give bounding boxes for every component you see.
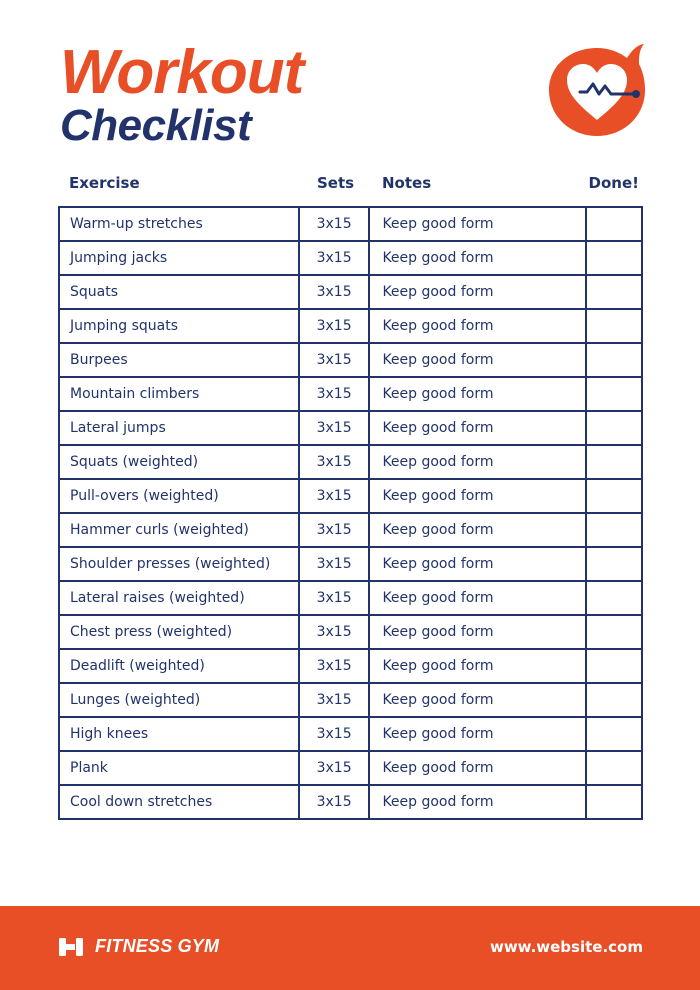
exercise-cell: Cool down stretches xyxy=(59,785,299,819)
sets-cell: 3x15 xyxy=(299,275,370,309)
brand xyxy=(59,936,219,957)
done-checkbox[interactable] xyxy=(586,207,642,241)
exercise-cell: Mountain climbers xyxy=(59,377,299,411)
notes-cell: Keep good form xyxy=(369,275,585,309)
sets-cell: 3x15 xyxy=(299,581,370,615)
notes-cell: Keep good form xyxy=(369,377,585,411)
sets-cell: 3x15 xyxy=(299,445,370,479)
exercise-cell: Plank xyxy=(59,751,299,785)
done-checkbox[interactable] xyxy=(586,717,642,751)
notes-cell: Keep good form xyxy=(369,207,585,241)
done-checkbox[interactable] xyxy=(586,615,642,649)
header-done: Done! xyxy=(588,174,639,192)
done-checkbox[interactable] xyxy=(586,751,642,785)
sets-cell: 3x15 xyxy=(299,751,370,785)
table-row xyxy=(59,445,642,479)
table-row xyxy=(59,581,642,615)
notes-cell: Keep good form xyxy=(369,309,585,343)
done-checkbox[interactable] xyxy=(586,683,642,717)
header-exercise: Exercise xyxy=(69,174,140,192)
exercise-cell: High knees xyxy=(59,717,299,751)
done-checkbox[interactable] xyxy=(586,649,642,683)
table-row xyxy=(59,717,642,751)
notes-cell: Keep good form xyxy=(369,649,585,683)
notes-cell: Keep good form xyxy=(369,683,585,717)
done-checkbox[interactable] xyxy=(586,275,642,309)
sets-cell: 3x15 xyxy=(299,649,370,683)
done-checkbox[interactable] xyxy=(586,445,642,479)
table-row xyxy=(59,309,642,343)
table-row xyxy=(59,785,642,819)
exercise-cell: Jumping jacks xyxy=(59,241,299,275)
sets-cell: 3x15 xyxy=(299,207,370,241)
table-row xyxy=(59,343,642,377)
dumbbell-icon xyxy=(59,938,89,956)
table-header xyxy=(58,174,643,198)
sets-cell: 3x15 xyxy=(299,615,370,649)
table-row xyxy=(59,751,642,785)
done-checkbox[interactable] xyxy=(586,309,642,343)
sets-cell: 3x15 xyxy=(299,547,370,581)
sets-cell: 3x15 xyxy=(299,343,370,377)
table-row xyxy=(59,241,642,275)
exercise-cell: Warm-up stretches xyxy=(59,207,299,241)
heart-pulse-icon xyxy=(547,42,647,138)
sets-cell: 3x15 xyxy=(299,411,370,445)
table-row xyxy=(59,275,642,309)
table-row xyxy=(59,547,642,581)
exercise-cell: Jumping squats xyxy=(59,309,299,343)
notes-cell: Keep good form xyxy=(369,717,585,751)
notes-cell: Keep good form xyxy=(369,479,585,513)
table-row xyxy=(59,377,642,411)
notes-cell: Keep good form xyxy=(369,445,585,479)
done-checkbox[interactable] xyxy=(586,513,642,547)
sets-cell: 3x15 xyxy=(299,683,370,717)
sets-cell: 3x15 xyxy=(299,513,370,547)
sets-cell: 3x15 xyxy=(299,241,370,275)
sets-cell: 3x15 xyxy=(299,377,370,411)
sets-cell: 3x15 xyxy=(299,479,370,513)
title-workout: Workout xyxy=(60,38,304,107)
workout-table xyxy=(58,206,643,820)
table-row xyxy=(59,649,642,683)
notes-cell: Keep good form xyxy=(369,615,585,649)
exercise-cell: Squats xyxy=(59,275,299,309)
brand-name: FITNESS GYM xyxy=(95,936,220,956)
notes-cell: Keep good form xyxy=(369,751,585,785)
table-row xyxy=(59,513,642,547)
exercise-cell: Deadlift (weighted) xyxy=(59,649,299,683)
done-checkbox[interactable] xyxy=(586,547,642,581)
done-checkbox[interactable] xyxy=(586,411,642,445)
sets-cell: 3x15 xyxy=(299,785,370,819)
exercise-cell: Lateral jumps xyxy=(59,411,299,445)
done-checkbox[interactable] xyxy=(586,241,642,275)
website-link[interactable]: www.website.com xyxy=(489,938,643,956)
done-checkbox[interactable] xyxy=(586,479,642,513)
footer xyxy=(0,906,700,990)
notes-cell: Keep good form xyxy=(369,785,585,819)
exercise-cell: Squats (weighted) xyxy=(59,445,299,479)
notes-cell: Keep good form xyxy=(369,241,585,275)
exercise-cell: Lunges (weighted) xyxy=(59,683,299,717)
done-checkbox[interactable] xyxy=(586,343,642,377)
header-sets: Sets xyxy=(317,174,355,192)
exercise-cell: Burpees xyxy=(59,343,299,377)
header-notes: Notes xyxy=(382,174,432,192)
exercise-cell: Lateral raises (weighted) xyxy=(59,581,299,615)
exercise-cell: Pull-overs (weighted) xyxy=(59,479,299,513)
notes-cell: Keep good form xyxy=(369,411,585,445)
table-row xyxy=(59,683,642,717)
table-row xyxy=(59,615,642,649)
table-row xyxy=(59,479,642,513)
title-checklist: Checklist xyxy=(60,101,252,150)
sets-cell: 3x15 xyxy=(299,717,370,751)
exercise-cell: Chest press (weighted) xyxy=(59,615,299,649)
notes-cell: Keep good form xyxy=(369,547,585,581)
done-checkbox[interactable] xyxy=(586,785,642,819)
done-checkbox[interactable] xyxy=(586,377,642,411)
sets-cell: 3x15 xyxy=(299,309,370,343)
table-row xyxy=(59,207,642,241)
notes-cell: Keep good form xyxy=(369,513,585,547)
exercise-cell: Hammer curls (weighted) xyxy=(59,513,299,547)
notes-cell: Keep good form xyxy=(369,581,585,615)
done-checkbox[interactable] xyxy=(586,581,642,615)
exercise-cell: Shoulder presses (weighted) xyxy=(59,547,299,581)
table-row xyxy=(59,411,642,445)
notes-cell: Keep good form xyxy=(369,343,585,377)
